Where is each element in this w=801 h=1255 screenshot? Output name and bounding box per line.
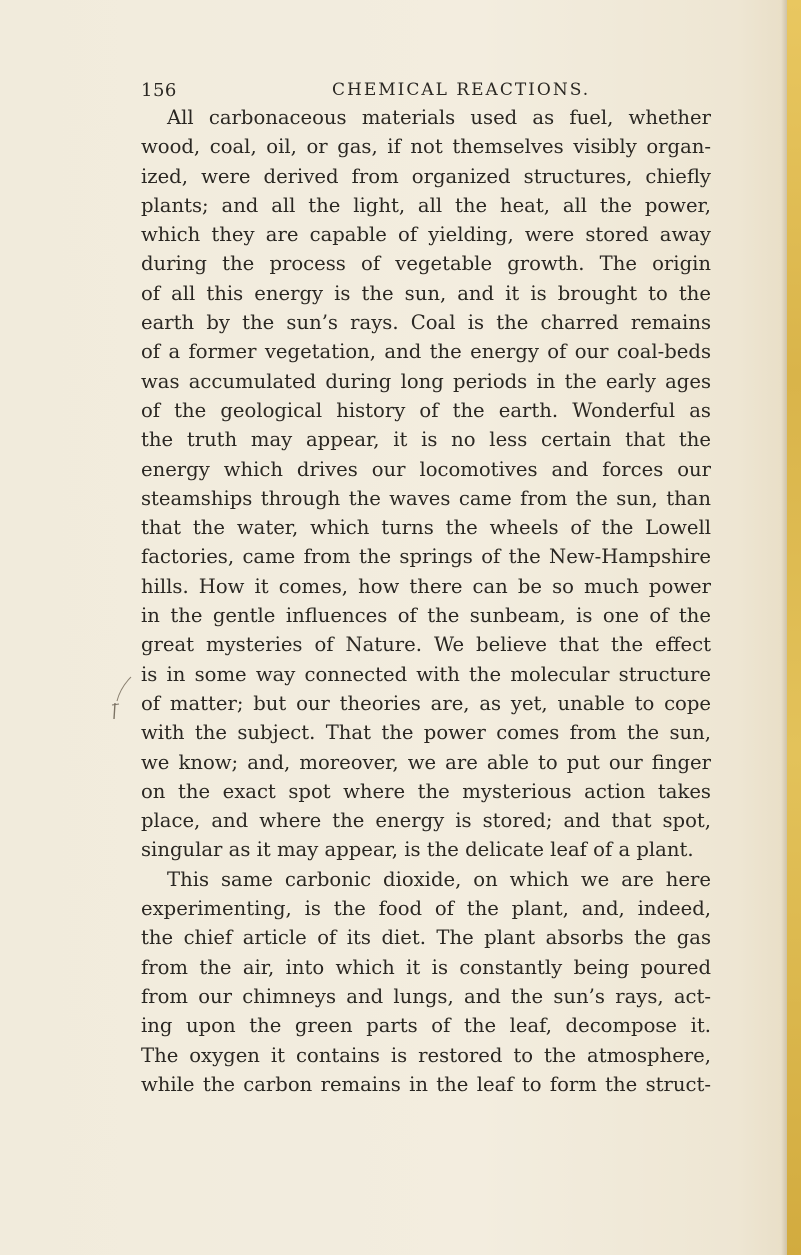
body-text bbox=[141, 103, 711, 1099]
text-line: place, and where the energy is stored; and that spot, bbox=[141, 809, 711, 833]
text-line: is in some way connected with the molecular structure bbox=[141, 662, 711, 686]
text-line: hills. How it comes, how there can be so much power bbox=[141, 574, 711, 598]
text-line: while the carbon remains in the leaf to form the struct- bbox=[141, 1072, 711, 1096]
text-line: earth by the sun’s rays. Coal is the charred remains bbox=[141, 311, 711, 335]
text-line: from our chimneys and lungs, and the sun’s rays, act- bbox=[141, 984, 711, 1008]
text-line: of all this energy is the sun, and it is brought to the bbox=[141, 281, 711, 305]
text-line: of the geological history of the earth. Wonderful as bbox=[141, 398, 711, 422]
running-head: CHEMICAL REACTIONS. bbox=[332, 80, 591, 100]
text-line: energy which drives our locomotives and forces our bbox=[141, 457, 711, 481]
text-line: steamships through the waves came from the sun, than bbox=[141, 486, 711, 510]
text-line: the truth may appear, it is no less certain that the bbox=[141, 428, 711, 452]
text-line: from the air, into which it is constantly being poured bbox=[141, 955, 711, 979]
page-header bbox=[141, 80, 711, 104]
text-line: great mysteries of Nature. We believe that the effect bbox=[141, 633, 711, 657]
text-line: ized, were derived from organized structures, chiefly bbox=[141, 164, 711, 188]
text-line: plants; and all the light, all the heat, all the power, bbox=[141, 193, 711, 217]
text-line: of matter; but our theories are, as yet, unable to cope bbox=[141, 691, 711, 715]
pencil-margin-mark bbox=[109, 675, 139, 735]
text-line: we know; and, moreover, we are able to put our finger bbox=[141, 750, 711, 774]
text-line: The oxygen it contains is restored to the atmosphere, bbox=[141, 1043, 711, 1067]
page-number: 156 bbox=[141, 80, 177, 101]
text-line: wood, coal, oil, or gas, if not themselves visibly organ- bbox=[141, 135, 711, 159]
text-line: which they are capable of yielding, were stored away bbox=[141, 223, 711, 247]
text-line: experimenting, is the food of the plant, and, indeed, bbox=[141, 897, 711, 921]
text-line: factories, came from the springs of the New-Hampshire bbox=[141, 545, 711, 569]
text-line: in the gentle influences of the sunbeam, is one of the bbox=[141, 604, 711, 628]
text-line: This same carbonic dioxide, on which we are here bbox=[167, 867, 711, 891]
text-line: during the process of vegetable growth. The origin bbox=[141, 252, 711, 276]
text-line: All carbonaceous materials used as fuel, whether bbox=[167, 106, 711, 129]
text-line: was accumulated during long periods in the early ages bbox=[141, 369, 711, 393]
text-line: that the water, which turns the wheels of the Lowell bbox=[141, 516, 711, 540]
text-line: on the exact spot where the mysterious action takes bbox=[141, 779, 711, 803]
text-line: with the subject. That the power comes from the sun, bbox=[141, 721, 711, 745]
text-line: singular as it may appear, is the delicate leaf of a plant. bbox=[141, 838, 694, 862]
text-line: of a former vegetation, and the energy of our coal-beds bbox=[141, 340, 711, 364]
text-line: ing upon the green parts of the leaf, decompose it. bbox=[141, 1014, 711, 1038]
text-line: the chief article of its diet. The plant absorbs the gas bbox=[141, 926, 711, 950]
gilded-page-edge bbox=[787, 0, 801, 1255]
